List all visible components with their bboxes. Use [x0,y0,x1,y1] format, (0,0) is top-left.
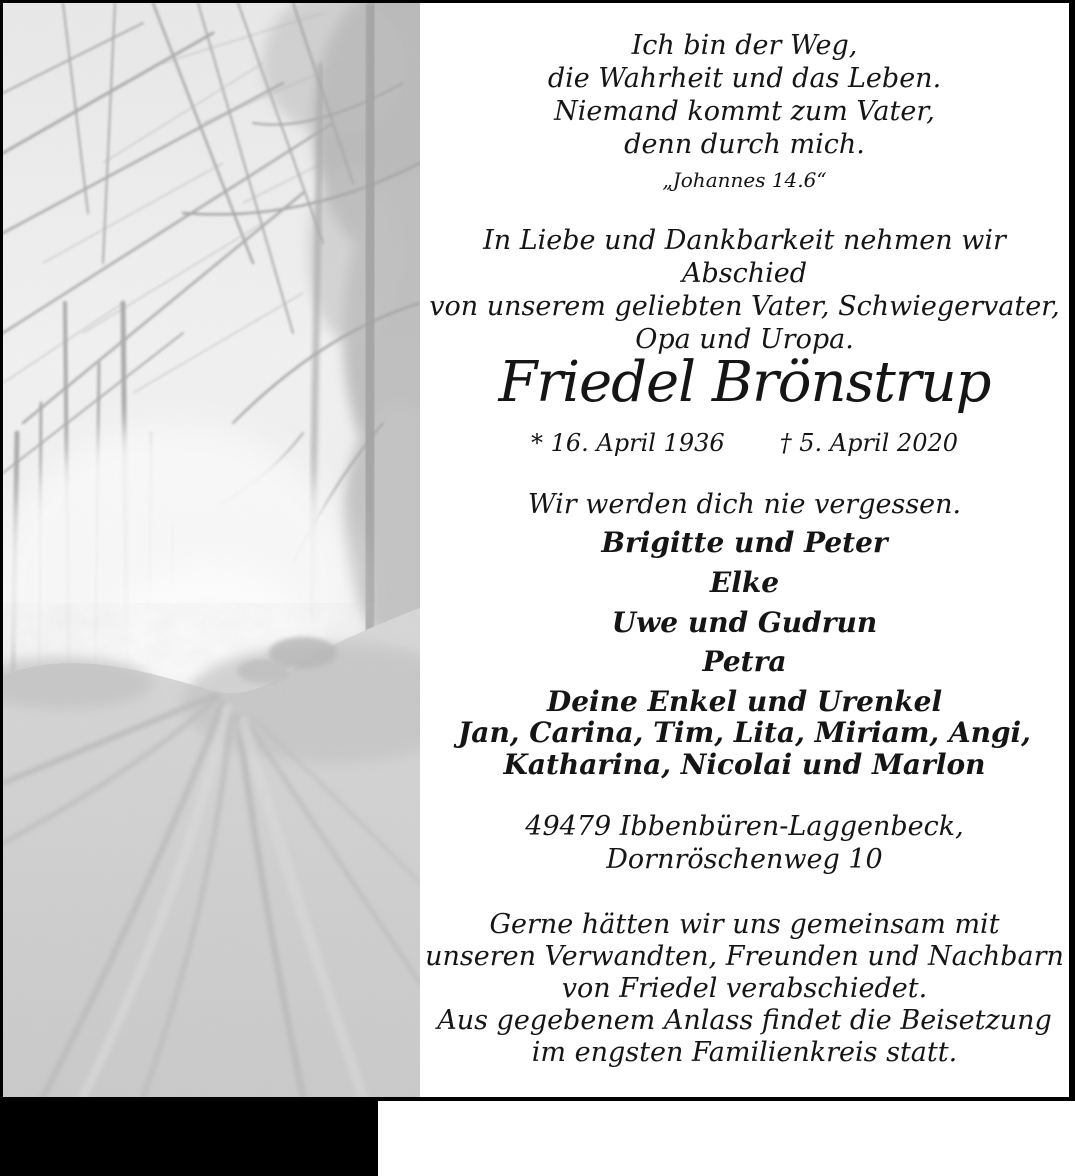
mourner-name: Brigitte und Peter [601,526,888,559]
closing-line: Gerne hätten wir uns gemeinsam mit [489,909,1000,940]
verse-line: die Wahrheit und das Leben. [547,63,942,94]
verse-line: Ich bin der Weg, [631,30,858,61]
closing-line: im engsten Familienkreis statt. [531,1037,958,1068]
bible-verse [420,29,1069,161]
mourner-name: Elke [709,566,780,599]
grandchildren-heading: Deine Enkel und Urenkel [546,685,943,718]
grandchildren-line: Jan, Carina, Tim, Lita, Miriam, Angi, [458,716,1031,749]
adjacent-print-block [0,1101,378,1176]
verse-citation: „Johannes 14.6“ [662,168,827,192]
farewell-line: Wir werden dich nie vergessen. [527,489,962,520]
life-dates [420,427,1069,459]
closing-line: Aus gegebenem Anlass findet die Beisetzung [437,1005,1052,1036]
verse-line: denn durch mich. [624,129,865,160]
closing-line: von Friedel verabschiedet. [561,973,928,1004]
birth-date: * 16. April 1936 [530,429,725,457]
intro-line: Opa und Uropa. [635,324,854,355]
intro-line: von unserem geliebten Vater, Schwiegervater, [429,291,1060,322]
verse-line: Niemand kommt zum Vater, [554,96,935,127]
mourner-name: Uwe und Gudrun [611,606,878,639]
address-line: Dornröschenweg 10 [606,844,883,875]
grandchildren-line: Katharina, Nicolai und Marlon [503,748,986,781]
deceased-name: Friedel Brönstrup [498,350,991,415]
announcement-text [420,3,1069,1097]
address [420,810,1069,876]
closing-text [420,909,1069,1069]
forest-photo [3,3,420,1097]
grandchildren-names [420,717,1069,781]
closing-line: unseren Verwandten, Freunden und Nachbarn [425,941,1064,972]
intro-text [420,224,1069,356]
address-line: 49479 Ibbenbüren-Laggenbeck, [525,811,964,842]
mourner-name: Petra [702,645,787,678]
page-background-strip [0,1101,1075,1176]
death-date: † 5. April 2020 [779,429,959,457]
intro-line: In Liebe und Dankbarkeit nehmen wir Abschied [483,225,1006,289]
forest-photo-art [3,3,420,1097]
